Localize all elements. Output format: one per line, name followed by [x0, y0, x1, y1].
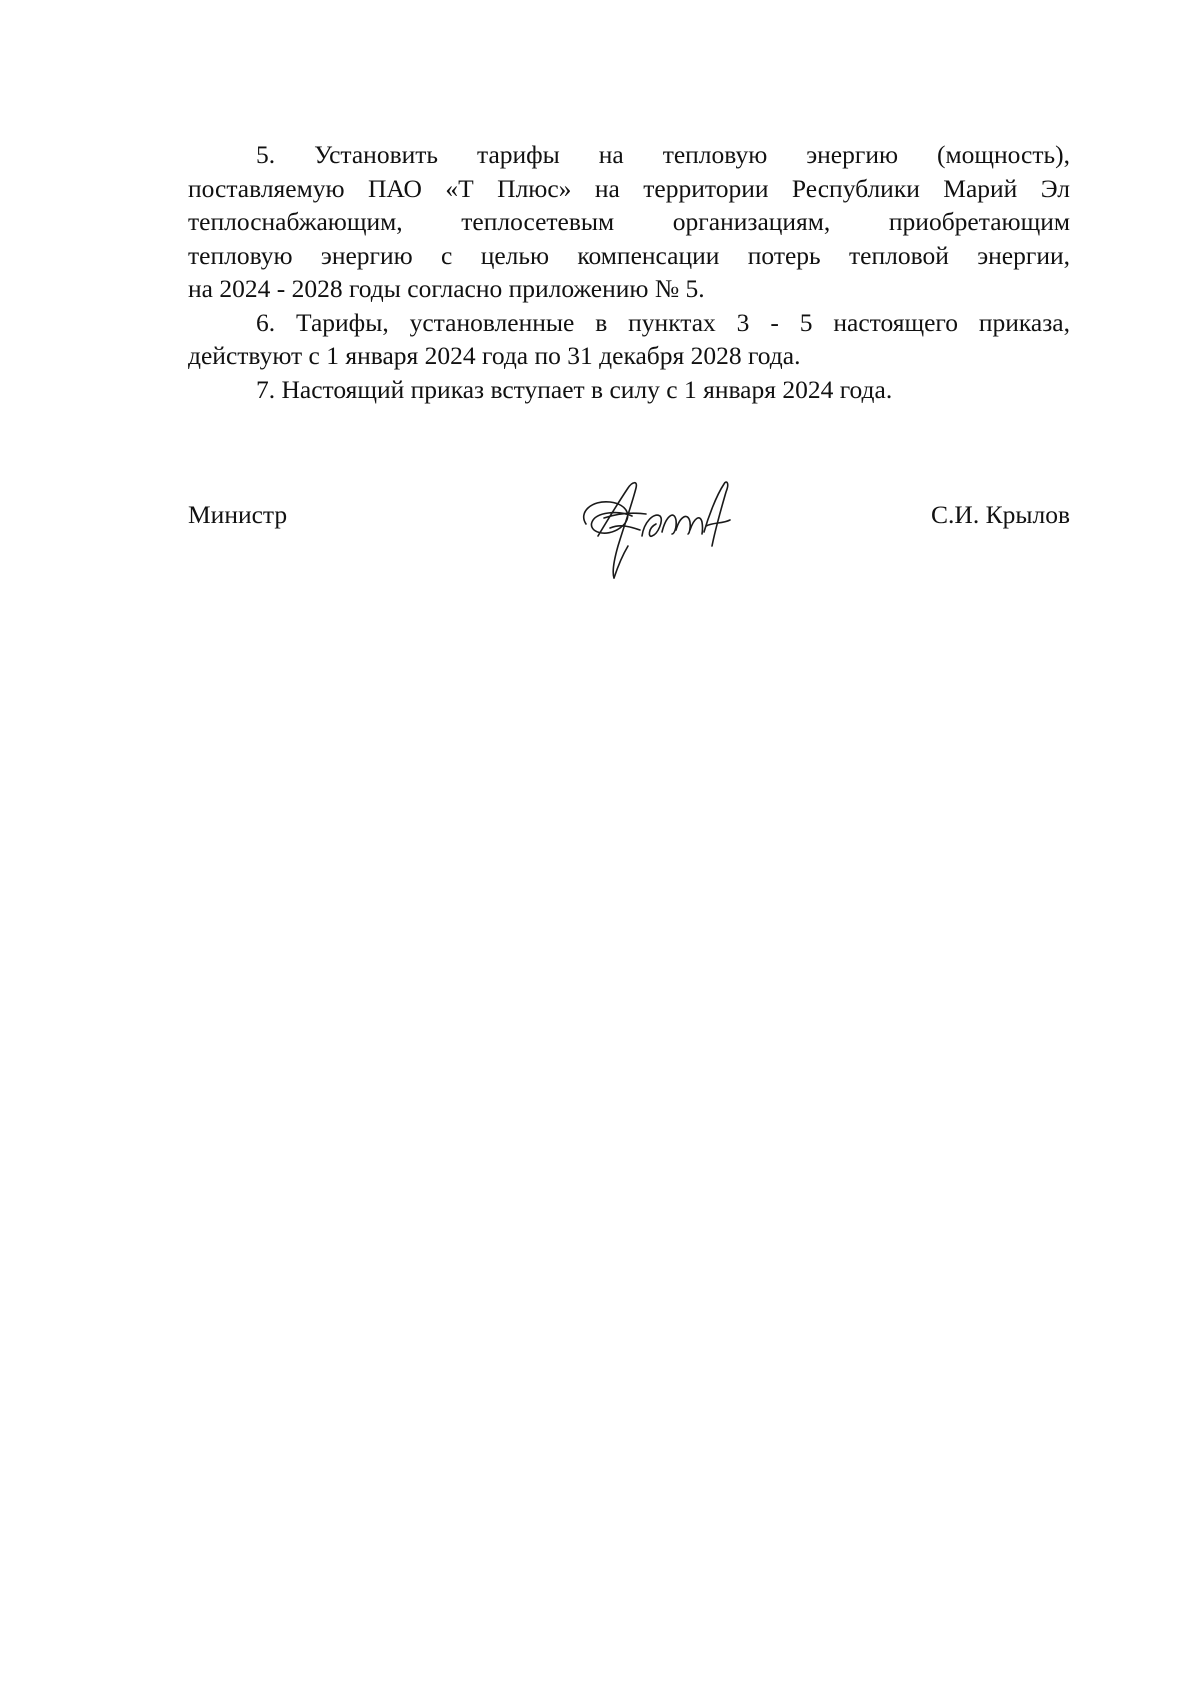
paragraph-line: на 2024 - 2028 годы согласно приложению № 5. — [188, 274, 705, 303]
paragraph-line: тепловую энергию с целью компенсации потерь тепловой энергии, — [188, 240, 1070, 270]
signatory-position: Министр — [188, 500, 288, 529]
paragraph-line: 7. Настоящий приказ вступает в силу с 1 января 2024 года. — [256, 374, 893, 404]
paragraph-line: 6. Тарифы, установленные в пунктах 3 - 5 настоящего приказа, — [256, 307, 1070, 337]
document-body — [188, 138, 1070, 406]
paragraph-line: действуют с 1 января 2024 года по 31 декабря 2028 года. — [188, 341, 801, 370]
signature-block — [188, 470, 1070, 590]
paragraph-line: 5. Установить тарифы на тепловую энергию (мощность), — [256, 140, 1070, 169]
paragraph-7 — [188, 373, 1070, 407]
paragraph-line: поставляемую ПАО «Т Плюс» на территории Республики Марий Эл — [188, 173, 1070, 203]
paragraph-line: теплоснабжающим, теплосетевым организациям, приобретающим — [188, 207, 1070, 236]
paragraph-6 — [188, 306, 1070, 373]
handwritten-signature — [558, 466, 758, 586]
paragraph-5 — [188, 138, 1070, 306]
signatory-name: С.И. Крылов — [931, 500, 1070, 529]
